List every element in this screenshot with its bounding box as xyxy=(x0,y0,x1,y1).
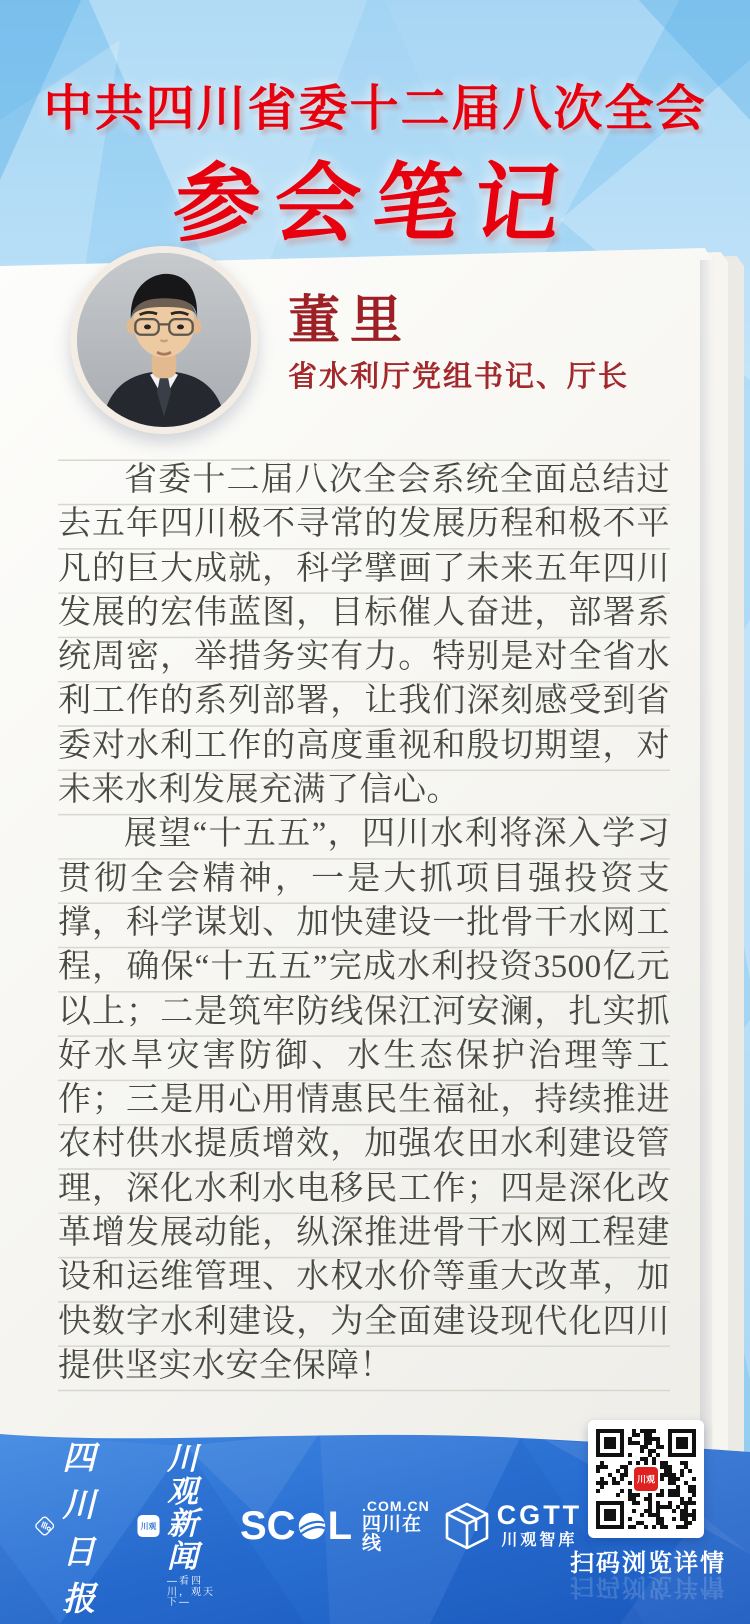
qr-code xyxy=(588,1420,704,1538)
page-subtitle: 参会笔记 xyxy=(168,156,580,252)
svg-text:川观: 川观 xyxy=(140,1522,157,1532)
cgtt-wordmark: CGTT xyxy=(496,1500,583,1531)
page-edge-shadow xyxy=(700,260,714,1450)
notes-text xyxy=(58,458,670,1398)
page-title: 中共四川省委十二届八次全会 xyxy=(43,82,707,136)
qr-pattern xyxy=(596,1428,696,1530)
avatar xyxy=(70,246,258,434)
svg-text:川观: 川观 xyxy=(636,1474,656,1485)
portrait-icon xyxy=(77,253,251,427)
brand-scdaily xyxy=(34,1432,123,1620)
qr-caption-reflection: 扫码浏览详情 xyxy=(570,1573,726,1600)
brand-chuanguan-news xyxy=(137,1443,226,1609)
brand-scol xyxy=(240,1499,430,1553)
scol-wordmark xyxy=(240,1504,352,1549)
qr-caption: 扫码浏览详情 xyxy=(570,1550,726,1577)
scol-chinese-name: 四川在线 xyxy=(362,1514,423,1554)
profile-name: 董里 xyxy=(288,293,413,350)
cgtt-cube-icon xyxy=(444,1501,490,1551)
chuanguan-news-tagline: —看四川，观天下— xyxy=(167,1576,216,1609)
profile-role: 省水利厅党组书记、厅长 xyxy=(288,361,630,393)
notes-paragraph-1: 省委十二届八次全会系统全面总结过去五年四川极不寻常的发展历程和极不平凡的巨大成就，科学擘画了未来五年四川发展的宏伟蓝图，目标催人奋进，部署系统周密，举措务实有力。特别是对全省水利工作的系列部署，让我们深刻感受到省委对水利工作的高度重视和殷切期望，对未来水利发展充满了信心。 xyxy=(58,462,670,809)
scol-letters-sc: SC xyxy=(240,1503,296,1548)
notes-paragraph-2: 展望“十五五”，四川水利将深入学习贯彻全会精神，一是大抓项目强投资支撑，科学谋划、加快建设一批骨干水网工程，确保“十五五”完成水利投资3500亿元以上；二是筑牢防线保江河安澜，扎实抓好水旱灾害防御、水生态保护治理等工作；三是用心用情惠民生福祉，持续推进农村供水提质增效，加强农田水利建设管理，深化水利水电移民工作；四是深化改革增发展动能，纵深推进骨干水网工程建设和运维管理、水权水价等重大改革，加快数字水利建设，为全面建设现代化四川提供坚实水安全保障！ xyxy=(58,816,670,1384)
chuanguan-app-icon xyxy=(137,1501,160,1551)
scdaily-wordmark: 四川日报 xyxy=(62,1441,97,1618)
scol-domain: .COM.CN xyxy=(362,1498,430,1514)
cgtt-chinese-name: 川观智库 xyxy=(501,1532,578,1550)
scdaily-diamond-icon xyxy=(34,1502,55,1550)
scol-letter-l: L xyxy=(327,1503,353,1548)
scol-globe-icon xyxy=(297,1511,327,1541)
footer-brands xyxy=(34,1441,583,1618)
chuanguan-news-wordmark: 川观新闻 xyxy=(167,1441,200,1574)
